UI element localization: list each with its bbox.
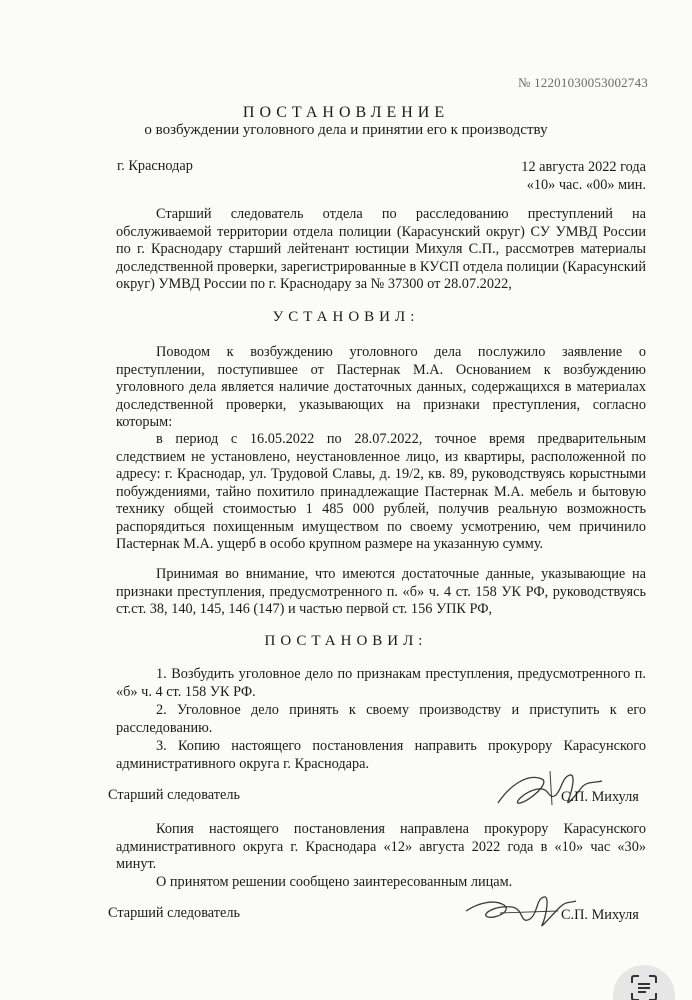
text-scan-button[interactable]: [613, 965, 675, 1000]
copy-note-text: Копия настоящего постановления направлена прокурору Карасунского административного округа г. Краснодара «12» августа 2022 года в «10» час «30» минут.: [116, 821, 646, 872]
signer-name: С.П. Михуля: [561, 789, 639, 805]
date-line: 12 августа 2022 года: [521, 159, 646, 175]
document-date: [521, 158, 646, 194]
established-paragraph-2: [116, 431, 646, 554]
time-line: «10» час. «00» мин.: [526, 177, 646, 193]
resolution-item-2: [116, 702, 646, 737]
resolution-text-1: 1. Возбудить уголовное дело по признакам преступления, предусмотренного п. «б» ч. 4 ст. 158 УК РФ.: [116, 666, 646, 700]
signer-title-2: Старший следователь: [108, 905, 240, 921]
document-subtitle: о возбуждении уголовного дела и принятии его к производству: [144, 122, 548, 138]
signer-title: Старший следователь: [108, 787, 240, 803]
established-text-2: в период с 16.05.2022 по 28.07.2022, точное время предварительным следствием не установлено, неустановленное лицо, из квартиры, расположенной по адресу: г. Краснодар, ул. Трудовой Славы, д. 19/2, кв. 89, руководствуясь корыстными побуждениями, тайно похитило принадлежащие Пастернак М.А. мебель и бытовую технику общей стоимостью 1 485 000 рублей, получив реальную возможность распорядиться похищенным имуществом по своему усмотрению, чем причинило Пастернак М.А. ущерб в особо крупном размере на указанную сумму.: [116, 431, 646, 552]
heading-resolved: ПОСТАНОВИЛ:: [264, 633, 428, 649]
heading-established: УСТАНОВИЛ:: [272, 309, 420, 325]
resolution-text-2: 2. Уголовное дело принять к своему производству и приступить к его расследованию.: [116, 702, 646, 736]
resolution-text-3: 3. Копию настоящего постановления направить прокурору Карасунского административного округа г. Краснодара.: [116, 738, 646, 772]
case-number: № 12201030053002743: [518, 75, 648, 90]
document-title: ПОСТАНОВЛЕНИЕ: [242, 104, 450, 121]
intro-text: Старший следователь отдела по расследованию преступлений на обслуживаемой территории отдела полиции (Карасунский округ) СУ УМВД России по г. Краснодару старший лейтенант юстиции Михуля С.П., рассмотрев материалы доследственной проверки, зарегистрированные в КУСП отдела полиции (Карасунский округ) УМВД России по г. Краснодару за № 37300 от 28.07.2022,: [116, 206, 646, 292]
notified-text: О принятом решении сообщено заинтересованным лицам.: [156, 874, 513, 890]
established-paragraph-1: [116, 344, 646, 432]
copy-note-paragraph: [116, 821, 646, 874]
established-text-1: Поводом к возбуждению уголовного дела послужило заявление о преступлении, поступившее от Пастернак М.А. Основанием к возбуждению уголовного дела является наличие достаточных данных, содержащихся в материалах доследственной проверки, указывающих на признаки преступления, согласно которым:: [116, 344, 646, 430]
text-scan-icon: [629, 973, 659, 1000]
signer-name-2: С.П. Михуля: [561, 907, 639, 923]
city: г. Краснодар: [117, 158, 193, 174]
resolution-item-1: [116, 666, 646, 701]
intro-paragraph: [116, 206, 646, 294]
established-paragraph-3: [116, 566, 646, 619]
established-text-3: Принимая во внимание, что имеются достаточные данные, указывающие на признаки преступления, предусмотренного п. «б» ч. 4 ст. 158 УК РФ, руководствуясь ст.ст. 38, 140, 145, 146 (147) и частью первой ст. 156 УПК РФ,: [116, 566, 646, 617]
